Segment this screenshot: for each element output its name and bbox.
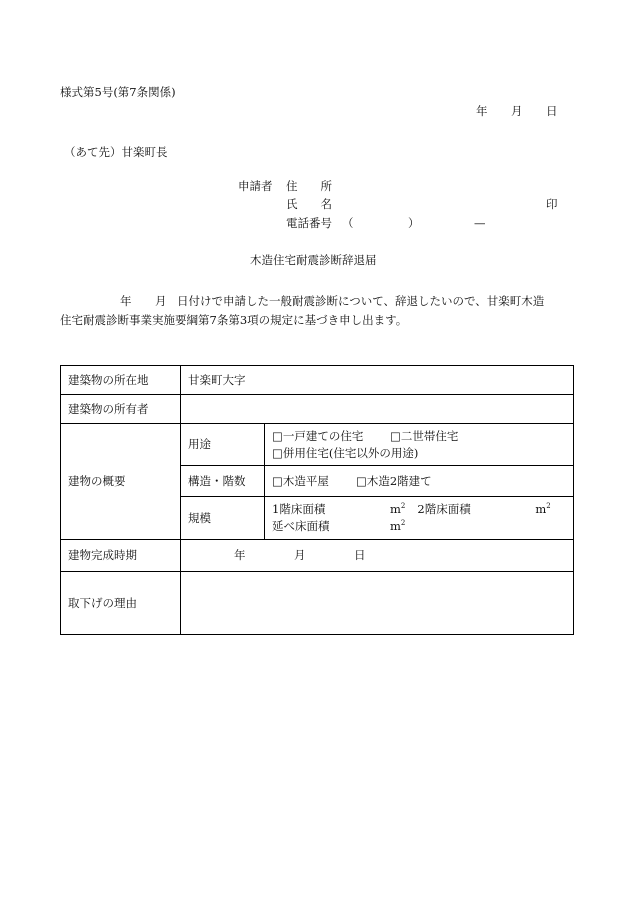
applicant-label: 申請者 — [238, 179, 273, 193]
body-year: 年 — [120, 294, 132, 308]
body-line2: 住宅耐震診断事業実施要綱第7条第3項の規定に基づき申し出ます。 — [60, 313, 408, 327]
structure-option-one-story[interactable]: □木造平屋 — [272, 473, 329, 488]
addressee: （あて先）甘楽町長 — [64, 145, 168, 159]
application-table — [60, 365, 574, 635]
name-label: 氏 名 — [286, 197, 332, 211]
phone-open-paren: （ — [342, 216, 354, 230]
owner-label: 建築物の所有者 — [61, 395, 181, 424]
scale-label: 規模 — [181, 497, 265, 540]
structure-options — [265, 466, 574, 497]
floor2-area-label: 2階床面積 — [417, 502, 471, 517]
table-row — [61, 424, 574, 466]
completion-day: 日 — [354, 548, 366, 563]
phone-close-paren: ） — [408, 216, 420, 230]
table-row — [61, 540, 574, 572]
address-label: 住 所 — [286, 179, 332, 193]
total-area-label: 延べ床面積 — [272, 519, 330, 533]
reason-label: 取下げの理由 — [61, 572, 181, 635]
use-options — [265, 424, 574, 466]
date-month-label: 月 — [511, 104, 523, 118]
document-title: 木造住宅耐震診断辞退届 — [250, 253, 377, 267]
floor1-area-label: 1階床面積 — [272, 502, 326, 517]
use-option-mixed[interactable]: □併用住宅(住宅以外の用途) — [272, 445, 419, 460]
reason-value[interactable] — [181, 572, 574, 635]
date-year-label: 年 — [476, 104, 488, 118]
overview-label: 建物の概要 — [61, 424, 181, 540]
use-option-two-family[interactable]: □二世帯住宅 — [390, 428, 459, 443]
completion-month: 月 — [294, 548, 306, 563]
location-label: 建築物の所在地 — [61, 366, 181, 395]
location-value[interactable]: 甘楽町大字 — [181, 366, 574, 395]
scale-values — [265, 497, 574, 540]
phone-label: 電話番号 — [286, 216, 332, 230]
structure-option-two-story[interactable]: □木造2階建て — [356, 473, 432, 488]
structure-label: 構造・階数 — [181, 466, 265, 497]
floor1-unit: $m^2$ — [390, 502, 406, 517]
total-unit: $m^2$ — [390, 519, 406, 533]
body-line1: 日付けで申請した一般耐震診断について、辞退したいので、甘楽町木造 — [177, 294, 545, 308]
owner-value[interactable] — [181, 395, 574, 424]
use-label: 用途 — [181, 424, 265, 466]
completion-year: 年 — [234, 548, 246, 563]
phone-dash: — — [474, 216, 486, 230]
table-row — [61, 366, 574, 395]
table-row — [61, 395, 574, 424]
date-day-label: 日 — [546, 104, 558, 118]
completion-value[interactable] — [181, 540, 574, 572]
body-month: 月 — [155, 294, 167, 308]
seal-mark: 印 — [546, 197, 558, 211]
completion-label: 建物完成時期 — [61, 540, 181, 572]
form-number: 様式第5号(第7条関係) — [60, 85, 176, 99]
table-row — [61, 572, 574, 635]
floor2-unit: $m^2$ — [535, 502, 551, 517]
use-option-detached[interactable]: □一戸建ての住宅 — [272, 428, 364, 443]
